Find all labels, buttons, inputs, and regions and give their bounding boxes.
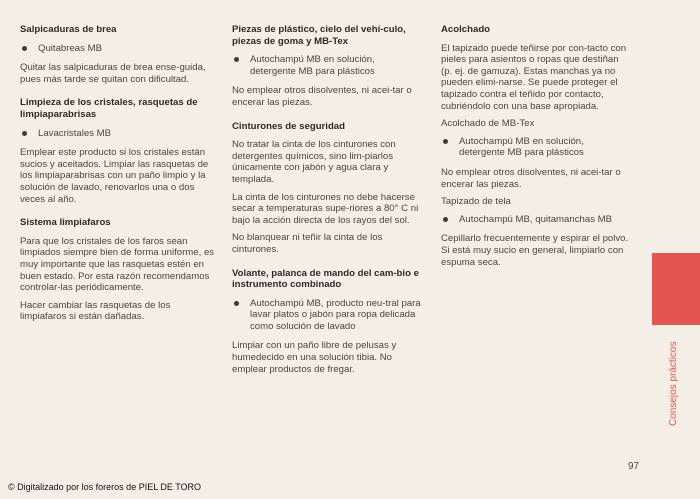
chapter-side-label [668, 330, 682, 426]
section-plastic-parts [232, 24, 422, 109]
paragraph: Limpiar con un paño libre de pelusas y humedecido en una solución tibia. No emplear productos de fregar. [232, 340, 397, 375]
product-bullet: Autochampú MB en solución, detergente MB para plásticos [441, 136, 631, 159]
subheading: Tapizado de tela [441, 196, 511, 208]
section-heading: Acolchado [441, 24, 491, 35]
paragraph: No emplear otros disolventes, ni acei-tar o encerar las piezas. [441, 166, 621, 190]
paragraph: La cinta de los cinturones no debe hacerse secar a temperaturas supe-riores a 80° C ni bajo la acción directa de los rayos del sol. [232, 191, 419, 226]
section-heading: Cinturones de seguridad [232, 120, 346, 132]
product-bullet: Quitabreas MB [20, 43, 216, 55]
product-bullet: Lavacristales MB [20, 128, 216, 140]
paragraph: No emplear otros disolventes, ni acei-tar o encerar las piezas. [232, 85, 412, 108]
paragraph: Para que los cristales de los faros sean limpiados siempre bien de forma uniforme, es muy importante que las rasquetas estén en buen estado. Por esta razón recomendamos controlar-las periódicamente. [20, 235, 215, 294]
paragraph: Quitar las salpicaduras de brea ense-guida, pues más tarde se quitan con dificultad. [20, 62, 206, 85]
section-seat-belts [232, 121, 422, 256]
product-bullet: Autochampú MB, producto neu-tral para lavar platos o jabón para ropa delicada como solución de lavado [232, 298, 422, 333]
section-heading: Limpieza de los cristales, rasquetas de limpiaparabrisas [20, 97, 198, 120]
section-tar-splashes [20, 24, 216, 85]
paragraph: Cepillarlo frecuentemente y espirar el polvo. Si está muy sucio en general, limpiarlo con espuma seca. [441, 233, 629, 268]
paragraph: No blanquear ni teñir la cinta de los cinturones. [232, 232, 383, 255]
section-heading: Salpicaduras de brea [20, 24, 117, 35]
column-3 [441, 24, 631, 274]
section-headlamp-wipers [20, 217, 216, 323]
product-bullet: Autochampú MB en solución, detergente MB para plásticos [232, 54, 422, 77]
paragraph: Hacer cambiar las rasquetas de los limpiafaros si están dañadas. [20, 299, 171, 323]
chapter-tab-marker [652, 253, 700, 325]
subheading: Acolchado de MB-Tex [441, 118, 535, 130]
page-number: 97 [628, 461, 640, 472]
paragraph: El tapizado puede teñirse por con-tacto con pieles para asientos o ropas que destiñan (p. ej. de gamuza). Estas manchas ya no pueden elimi-narse. Se puede proteger el tapizado contra el teñido por contacto, cubriéndolo con una base apropiada. [441, 42, 627, 112]
footer-credit: © Digitalizado por los foreros de PIEL DE TORO [8, 482, 202, 492]
chapter-side-label-text: Consejos prácticos [668, 341, 679, 426]
column-2 [232, 24, 422, 387]
section-steering-wheel [232, 268, 422, 376]
section-heading: Sistema limpiafaros [20, 217, 111, 229]
paragraph: No tratar la cinta de los cinturones con detergentes químicos, sino lim-piarlos únicamente con jabón y agua clara y templada. [232, 139, 396, 185]
paragraph: Emplear este producto si los cristales están sucios y aceitados. Limpiar las rasquetas de los limpiaparabrisas con un paño limpio y la solución de lavado, renovarlos una o dos veces al año. [20, 147, 209, 205]
column-1 [20, 24, 216, 335]
section-heading: Volante, palanca de mando del cam-bio e instrumento combinado [232, 267, 419, 291]
section-window-cleaning [20, 97, 216, 205]
section-heading: Piezas de plástico, cielo del vehí-culo, piezas de goma y MB-Tex [232, 24, 406, 47]
product-bullet: Autochampú MB, quitamanchas MB [441, 214, 631, 226]
